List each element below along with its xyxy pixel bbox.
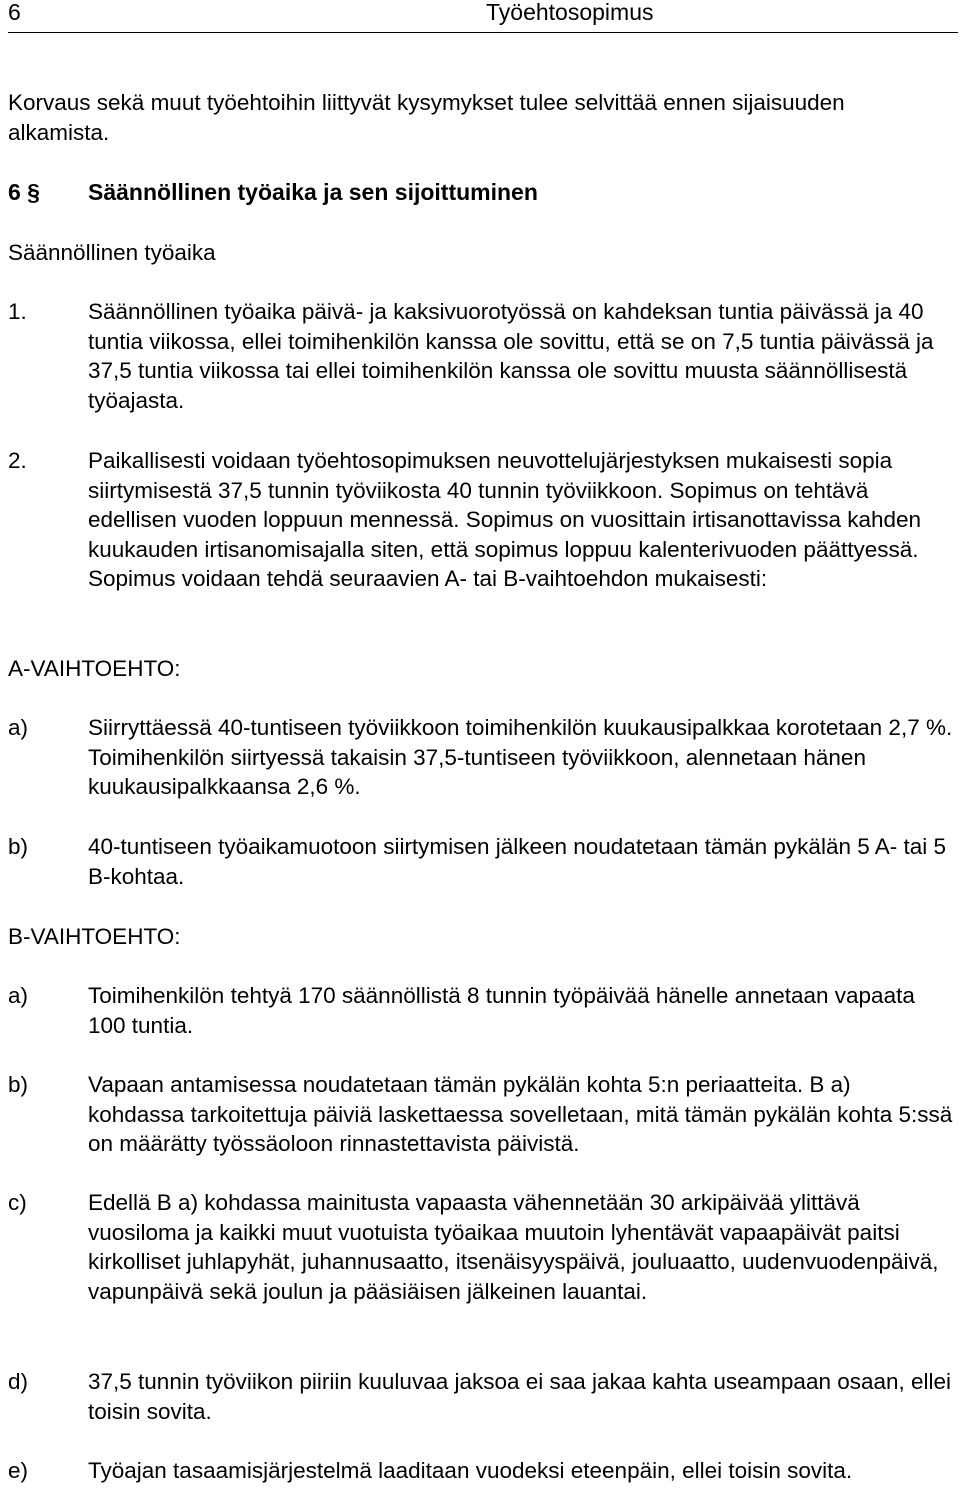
item-text: Siirryttäessä 40-tuntiseen työviikkoon toimihenkilön kuukausipalkkaa korotetaan 2,7 %. Toimihenkilön siirtyessä takaisin 37,5-tuntiseen työviikkoon, alennetaan hänen kuukausipalkkaansa 2,6 %. (88, 715, 953, 799)
document-title: Työehtosopimus (486, 0, 654, 25)
page-header (8, 0, 958, 33)
intro-paragraph: Korvaus sekä muut työehtoihin liittyvät kysymykset tulee selvittää ennen sijaisuuden alkamista. (8, 90, 845, 145)
point-marker: 2. (8, 448, 27, 473)
item-marker: b) (8, 1072, 29, 1097)
subheading: Säännöllinen työaika (8, 240, 216, 265)
section-heading (8, 178, 948, 208)
option-a-item-b (8, 832, 953, 891)
point-marker: 1. (8, 299, 27, 324)
option-b-item-b (8, 1070, 953, 1159)
item-marker: e) (8, 1458, 29, 1483)
item-text: Työajan tasaamisjärjestelmä laaditaan vuodeksi eteenpäin, ellei toisin sovita. (88, 1458, 853, 1483)
item-marker: a) (8, 983, 29, 1008)
section-number: 6 § (8, 179, 40, 205)
option-b-label: B-VAIHTOEHTO: (8, 924, 181, 949)
option-b-item-c (8, 1188, 953, 1306)
item-marker: a) (8, 715, 29, 740)
option-a-item-a (8, 713, 953, 802)
point-text: Paikallisesti voidaan työehtosopimuksen neuvottelujärjestyksen mukaisesti sopia siirtymisestä 37,5 tunnin työviikosta 40 tunnin työviikkoon. Sopimus on tehtävä edellisen vuoden loppuun mennessä. Sopimus on vuosittain irtisanottavissa kahden kuukauden irtisanomisajalla siten, että sopimus loppuu kalenterivuoden päättyessä. Sopimus voidaan tehdä seuraavien A- tai B-vaihtoehdon mukaisesti: (88, 448, 922, 591)
option-b-item-a (8, 981, 953, 1040)
option-b-item-d (8, 1367, 953, 1426)
item-marker: b) (8, 834, 29, 859)
item-marker: c) (8, 1190, 27, 1215)
item-text: 37,5 tunnin työviikon piiriin kuuluvaa jaksoa ei saa jakaa kahta useampaan osaan, ellei toisin sovita. (88, 1369, 952, 1424)
option-b-item-e (8, 1456, 953, 1486)
item-text: 40-tuntiseen työaikamuotoon siirtymisen jälkeen noudatetaan tämän pykälän 5 A- tai 5 B-kohtaa. (88, 834, 947, 889)
item-text: Toimihenkilön tehtyä 170 säännöllistä 8 tunnin työpäivää hänelle annetaan vapaata 100 tuntia. (88, 983, 915, 1038)
page-number: 6 (8, 0, 21, 25)
point-text: Säännöllinen työaika päivä- ja kaksivuorotyössä on kahdeksan tuntia päivässä ja 40 tuntia viikossa, ellei toimihenkilön kanssa ole sovittu, että se on 7,5 tuntia päivässä ja 37,5 tuntia viikossa tai ellei toimihenkilön kanssa ole sovittu muusta säännöllisestä työajasta. (88, 299, 934, 413)
item-text: Edellä B a) kohdassa mainitusta vapaasta vähennetään 30 arkipäivää ylittävä vuosiloma ja kaikki muut vuotuista työaikaa muutoin lyhentävät vapaapäivät paitsi kirkolliset juhlapyhät, juhannusaatto, itsenäisyyspäivä, jouluaatto, uudenvuodenpäivä, vapunpäivä sekä joulun ja pääsiäisen jälkeinen lauantai. (88, 1190, 939, 1304)
item-marker: d) (8, 1369, 29, 1394)
item-text: Vapaan antamisessa noudatetaan tämän pykälän kohta 5:n periaatteita. B a) kohdassa tarkoitettuja päiviä laskettaessa sovelletaan, mitä tämän pykälän kohta 5:ssä on määrätty työssäoloon rinnastettavista päivistä. (88, 1072, 953, 1156)
point-1 (8, 297, 953, 415)
section-title: Säännöllinen työaika ja sen sijoittuminen (88, 179, 538, 205)
point-2 (8, 446, 953, 594)
option-a-label: A-VAIHTOEHTO: (8, 656, 181, 681)
